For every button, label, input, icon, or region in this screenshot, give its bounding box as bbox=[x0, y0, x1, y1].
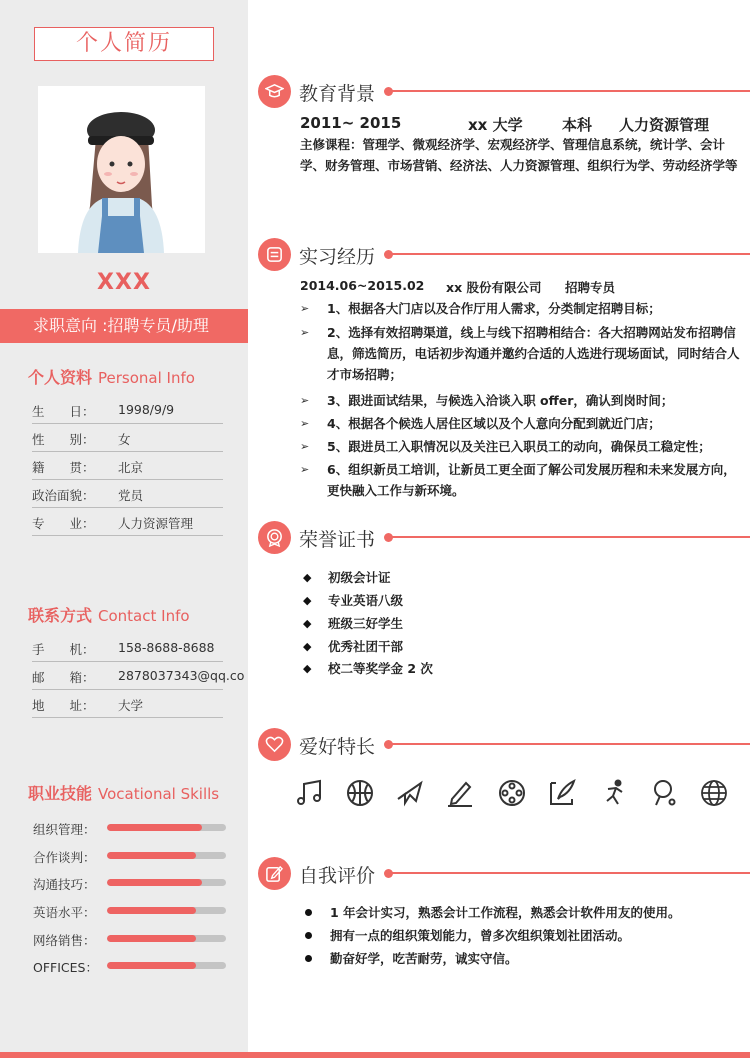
arrow-bullet-icon: ➢ bbox=[300, 394, 310, 407]
personal-heading-cn: 个人资料 bbox=[28, 368, 93, 387]
skill-bar-track bbox=[107, 935, 226, 942]
medal-icon bbox=[258, 521, 291, 554]
arrow-bullet-icon: ➢ bbox=[300, 326, 310, 339]
globe-icon bbox=[698, 777, 730, 809]
diamond-bullet-icon: ◆ bbox=[303, 662, 312, 675]
info-row-major bbox=[32, 508, 223, 536]
self-eval-item: 勤奋好学，吃苦耐劳，诚实守信。 bbox=[330, 951, 518, 966]
basketball-icon bbox=[344, 777, 376, 809]
skill-label: 组织管理： bbox=[33, 822, 96, 837]
honor-item: 班级三好学生 bbox=[328, 616, 404, 631]
info-row-phone bbox=[32, 634, 223, 662]
skills-heading-en: Vocational Skills bbox=[98, 785, 220, 803]
skill-label: 网络销售： bbox=[33, 933, 96, 948]
resume-title: 个人简历 bbox=[34, 27, 214, 61]
skill-label: 沟通技巧： bbox=[33, 877, 96, 892]
self-eval-item: 1 年会计实习，熟悉会计工作流程，熟悉会计软件用友的使用。 bbox=[330, 905, 681, 920]
airplane-icon bbox=[394, 777, 426, 809]
info-value: 北京 bbox=[118, 460, 144, 475]
info-row-political bbox=[32, 480, 223, 508]
education-courses: 主修课程：管理学、微观经济学、宏观经济学、管理信息系统，统计学、会计学、财务管理、市场营销、经济法、人力资源管理、组织行为学、劳动经济学等 bbox=[300, 137, 738, 173]
arrow-bullet-icon: ➢ bbox=[300, 463, 310, 476]
info-row-gender bbox=[32, 424, 223, 452]
table-tennis-icon bbox=[648, 777, 680, 809]
circle-bullet-icon bbox=[305, 909, 312, 916]
internship-position: 招聘专员 bbox=[565, 280, 616, 295]
contact-heading-cn: 联系方式 bbox=[28, 606, 93, 625]
internship-item: 2、选择有效招聘渠道，线上与线下招聘相结合：各大招聘网站发布招聘信息，筛选简历，电话初步沟通并邀约合适的人选进行现场面试，同时结合人才市场招聘； bbox=[327, 325, 740, 382]
info-key: 邮 箱： bbox=[32, 670, 95, 685]
section-line bbox=[390, 872, 750, 874]
skill-bar-fill bbox=[107, 935, 196, 942]
internship-item: 3、跟进面试结果，与候选入洽谈入职 offer，确认到岗时间； bbox=[327, 393, 674, 408]
hobbies-title: 爱好特长 bbox=[299, 736, 376, 758]
section-line bbox=[390, 90, 750, 92]
skills-heading bbox=[28, 781, 219, 804]
skill-bar-fill bbox=[107, 962, 196, 969]
info-key: 手 机： bbox=[32, 642, 95, 657]
diamond-bullet-icon: ◆ bbox=[303, 594, 312, 607]
arrow-bullet-icon: ➢ bbox=[300, 302, 310, 315]
arrow-bullet-icon: ➢ bbox=[300, 417, 310, 430]
honors-title: 荣誉证书 bbox=[299, 529, 376, 551]
skill-bar-track bbox=[107, 824, 226, 831]
music-icon bbox=[294, 777, 326, 809]
section-line bbox=[390, 743, 750, 745]
info-value: 158-8688-8688 bbox=[118, 640, 215, 655]
pen-icon bbox=[444, 777, 476, 809]
skill-bar-track bbox=[107, 962, 226, 969]
info-key: 政治面貌： bbox=[32, 488, 95, 503]
heart-icon bbox=[258, 728, 291, 761]
skills-heading-cn: 职业技能 bbox=[28, 784, 93, 803]
education-years: 2011~ 2015 bbox=[300, 114, 402, 132]
info-key: 籍 贯： bbox=[32, 460, 95, 475]
info-value: 女 bbox=[118, 432, 131, 447]
bottom-bar bbox=[0, 1052, 750, 1058]
info-value: 大学 bbox=[118, 698, 144, 713]
internship-period: 2014.06~2015.02 bbox=[300, 278, 425, 293]
honor-item: 专业英语八级 bbox=[328, 593, 404, 608]
education-title: 教育背景 bbox=[299, 83, 376, 105]
section-line bbox=[390, 536, 750, 538]
education-major: 人力资源管理 bbox=[619, 116, 710, 134]
section-line bbox=[390, 253, 750, 255]
skill-bar-track bbox=[107, 852, 226, 859]
job-intent: 求职意向 :招聘专员/助理 bbox=[33, 316, 209, 335]
info-key: 生 日： bbox=[32, 404, 95, 419]
honor-item: 校二等奖学金 2 次 bbox=[328, 661, 433, 676]
info-value: 人力资源管理 bbox=[118, 516, 194, 531]
graduation-cap-icon bbox=[258, 75, 291, 108]
contact-heading-en: Contact Info bbox=[98, 607, 190, 625]
skill-bar-fill bbox=[107, 907, 196, 914]
edit-icon bbox=[258, 857, 291, 890]
circle-bullet-icon bbox=[305, 932, 312, 939]
info-row-birthday bbox=[32, 396, 223, 424]
info-key: 性 别： bbox=[32, 432, 95, 447]
info-value: 1998/9/9 bbox=[118, 402, 175, 417]
film-reel-icon bbox=[496, 777, 528, 809]
diamond-bullet-icon: ◆ bbox=[303, 571, 312, 584]
internship-item: 5、跟进员工入职情况以及关注已入职员工的动向，确保员工稳定性； bbox=[327, 439, 711, 454]
skill-label: OFFICES： bbox=[33, 960, 98, 975]
candidate-name: XXX bbox=[97, 270, 151, 295]
info-row-email bbox=[32, 662, 245, 690]
internship-item: 4、根据各个候选人居住区域以及个人意向分配到就近门店； bbox=[327, 416, 661, 431]
info-value: 党员 bbox=[118, 488, 144, 503]
skill-bar-fill bbox=[107, 852, 196, 859]
personal-heading-en: Personal Info bbox=[98, 369, 195, 387]
skill-label: 英语水平： bbox=[33, 905, 96, 920]
internship-item: 1、根据各大门店以及合作厅用人需求，分类制定招聘目标； bbox=[327, 301, 661, 316]
diamond-bullet-icon: ◆ bbox=[303, 640, 312, 653]
dance-icon bbox=[598, 777, 630, 809]
info-row-address bbox=[32, 690, 223, 718]
skill-bar-fill bbox=[107, 824, 202, 831]
skill-label: 合作谈判： bbox=[33, 850, 96, 865]
contact-info-heading bbox=[28, 603, 190, 626]
personal-info-heading bbox=[28, 365, 195, 388]
arrow-bullet-icon: ➢ bbox=[300, 440, 310, 453]
info-row-hometown bbox=[32, 452, 223, 480]
info-value: 2878037343@qq.co bbox=[118, 668, 245, 683]
circle-bullet-icon bbox=[305, 955, 312, 962]
info-key: 专 业： bbox=[32, 516, 95, 531]
self-eval-title: 自我评价 bbox=[299, 865, 376, 887]
writing-icon bbox=[546, 777, 578, 809]
education-school: xx 大学 bbox=[468, 116, 523, 134]
skill-bar-fill bbox=[107, 879, 202, 886]
honor-item: 优秀社团干部 bbox=[328, 639, 404, 654]
avatar bbox=[38, 86, 205, 253]
internship-item: 6、组织新员工培训，让新员工更全面了解公司发展历程和未来发展方向，更快融入工作与新环境。 bbox=[327, 462, 736, 498]
skill-bar-track bbox=[107, 879, 226, 886]
self-eval-item: 拥有一点的组织策划能力，曾多次组织策划社团活动。 bbox=[330, 928, 631, 943]
info-key: 地 址： bbox=[32, 698, 95, 713]
briefcase-icon bbox=[258, 238, 291, 271]
education-degree: 本科 bbox=[562, 116, 593, 134]
internship-company: xx 股份有限公司 bbox=[446, 280, 542, 295]
diamond-bullet-icon: ◆ bbox=[303, 617, 312, 630]
honor-item: 初级会计证 bbox=[328, 570, 391, 585]
internship-title: 实习经历 bbox=[299, 246, 376, 268]
skill-bar-track bbox=[107, 907, 226, 914]
